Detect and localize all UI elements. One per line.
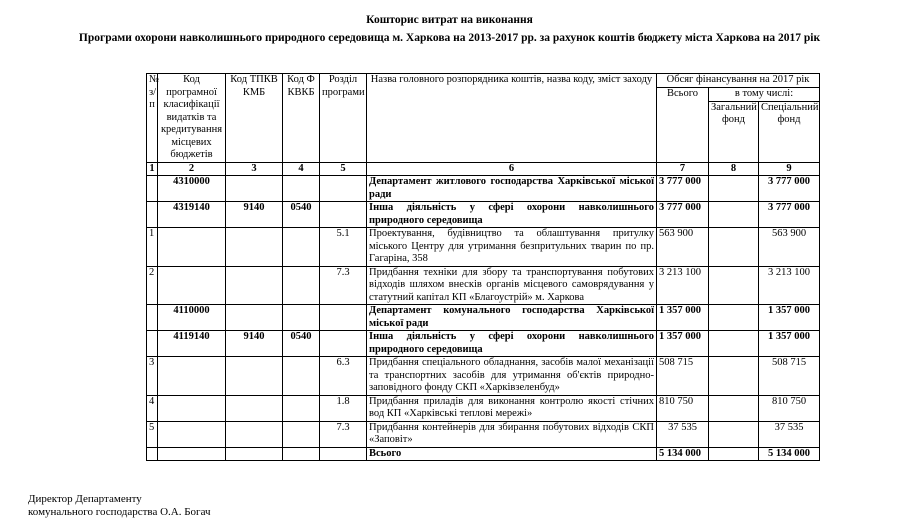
- signature-line-1: Директор Департаменту: [28, 493, 142, 505]
- cell-special: 508 715: [759, 357, 820, 396]
- cell-name: Інша діяльність у сфері охорони навколишнього природного середовища: [367, 202, 657, 228]
- cell-fkvkb: [283, 395, 320, 421]
- cell-section: 7.3: [320, 266, 367, 305]
- col-header-funding: Обсяг фінансування на 2017 рік: [657, 74, 820, 88]
- col-header-name: Назва головного розпорядника коштів, назва коду, зміст заходу: [367, 74, 657, 163]
- table-row: [147, 305, 820, 331]
- cell-fkvkb: [283, 447, 320, 461]
- cell-fkvkb: [283, 357, 320, 396]
- cell-section: [320, 202, 367, 228]
- table-row: [147, 176, 820, 202]
- cell-name: Придбання приладів для виконання контролю якості стічних вод КП «Харківські теплові мережі»: [367, 395, 657, 421]
- signature-block: [28, 493, 211, 519]
- cell-name: Придбання контейнерів для збирання побутових відходів СКП «Заповіт»: [367, 421, 657, 447]
- cell-name: Департамент комунального господарства Харківської міської ради: [367, 305, 657, 331]
- table-row: [147, 202, 820, 228]
- cell-total: 1 357 000: [657, 305, 709, 331]
- table-row: [147, 357, 820, 396]
- cell-total: 3 777 000: [657, 202, 709, 228]
- cell-special: 563 900: [759, 228, 820, 267]
- col-header-general-fund: Загальний фонд: [709, 101, 759, 162]
- table-row: [147, 266, 820, 305]
- page-title: Кошторис витрат на виконання: [366, 14, 533, 26]
- cell-general: [709, 176, 759, 202]
- cell-tpkvkmb: [226, 228, 283, 267]
- table-row: [147, 421, 820, 447]
- col-header-special-fund: Спеціальний фонд: [759, 101, 820, 162]
- cell-general: [709, 421, 759, 447]
- table-row: [147, 228, 820, 267]
- budget-table: [146, 73, 820, 461]
- col-header-including: в тому числі:: [709, 87, 820, 101]
- cell-special: 1 357 000: [759, 305, 820, 331]
- cell-name: Всього: [367, 447, 657, 461]
- cell-general: [709, 266, 759, 305]
- cell-section: 5.1: [320, 228, 367, 267]
- cell-general: [709, 331, 759, 357]
- col-header-fkvkb: Код ФКВКБ: [283, 74, 320, 163]
- cell-total: 508 715: [657, 357, 709, 396]
- cell-general: [709, 357, 759, 396]
- col-number: 6: [367, 162, 657, 176]
- cell-general: [709, 447, 759, 461]
- cell-total: 810 750: [657, 395, 709, 421]
- cell-num: [147, 331, 158, 357]
- col-header-section: Розділ програми: [320, 74, 367, 163]
- cell-num: 2: [147, 266, 158, 305]
- table-row: [147, 331, 820, 357]
- cell-section: [320, 447, 367, 461]
- cell-num: [147, 202, 158, 228]
- cell-name: Проектування, будівництво та облаштування притулку міського Центру для утримання безпритульних тварин по пр. Гагаріна, 358: [367, 228, 657, 267]
- cell-code: 4319140: [158, 202, 226, 228]
- col-number: 5: [320, 162, 367, 176]
- cell-section: [320, 331, 367, 357]
- cell-code: 4110000: [158, 305, 226, 331]
- cell-section: [320, 176, 367, 202]
- col-number: 1: [147, 162, 158, 176]
- cell-special: 3 777 000: [759, 176, 820, 202]
- cell-num: [147, 305, 158, 331]
- cell-general: [709, 228, 759, 267]
- col-number: 2: [158, 162, 226, 176]
- cell-num: 3: [147, 357, 158, 396]
- cell-total: 3 213 100: [657, 266, 709, 305]
- cell-code: [158, 228, 226, 267]
- signature-line-2: комунального господарства О.А. Богач: [28, 506, 211, 518]
- cell-num: 5: [147, 421, 158, 447]
- cell-general: [709, 202, 759, 228]
- cell-special: 37 535: [759, 421, 820, 447]
- cell-special: 1 357 000: [759, 331, 820, 357]
- col-number: 8: [709, 162, 759, 176]
- cell-code: 4310000: [158, 176, 226, 202]
- cell-num: [147, 447, 158, 461]
- cell-tpkvkmb: 9140: [226, 331, 283, 357]
- cell-special: 3 213 100: [759, 266, 820, 305]
- cell-tpkvkmb: [226, 357, 283, 396]
- cell-tpkvkmb: [226, 447, 283, 461]
- cell-fkvkb: [283, 266, 320, 305]
- cell-code: 4119140: [158, 331, 226, 357]
- col-header-code-program: Код програмної класифікації видатків та кредитування місцевих бюджетів: [158, 74, 226, 163]
- cell-tpkvkmb: 9140: [226, 202, 283, 228]
- cell-name: Департамент житлового господарства Харківської міської ради: [367, 176, 657, 202]
- cell-total: 1 357 000: [657, 331, 709, 357]
- col-header-num: № з/п: [147, 74, 158, 163]
- cell-section: 1.8: [320, 395, 367, 421]
- col-header-total: Всього: [657, 87, 709, 162]
- cell-special: 3 777 000: [759, 202, 820, 228]
- cell-fkvkb: [283, 176, 320, 202]
- cell-fkvkb: 0540: [283, 202, 320, 228]
- cell-total: 3 777 000: [657, 176, 709, 202]
- cell-num: [147, 176, 158, 202]
- table-row: [147, 395, 820, 421]
- cell-fkvkb: 0540: [283, 331, 320, 357]
- cell-total: 563 900: [657, 228, 709, 267]
- cell-num: 4: [147, 395, 158, 421]
- cell-section: [320, 305, 367, 331]
- cell-special: 5 134 000: [759, 447, 820, 461]
- col-header-tpkvkmb: Код ТПКВКМБ: [226, 74, 283, 163]
- cell-name: Придбання техніки для збору та транспортування побутових відходів шляхом внесків органів місцевого самоврядування у статутний капітал КП «Благоустрій» м. Харкова: [367, 266, 657, 305]
- cell-name: Придбання спеціального обладнання, засобів малої механізації та транспортних засобів для утримання об'єктів природно-заповідного фонду СКП «Харківзеленбуд»: [367, 357, 657, 396]
- cell-code: [158, 357, 226, 396]
- cell-tpkvkmb: [226, 176, 283, 202]
- page-subtitle: Програми охорони навколишнього природного середовища м. Харкова на 2013-2017 рр. за рахунок коштів бюджету міста Харкова на 2017 рік: [78, 32, 821, 44]
- cell-code: [158, 447, 226, 461]
- cell-num: 1: [147, 228, 158, 267]
- cell-code: [158, 395, 226, 421]
- col-number: 7: [657, 162, 709, 176]
- col-number: 3: [226, 162, 283, 176]
- col-number: 9: [759, 162, 820, 176]
- cell-section: 7.3: [320, 421, 367, 447]
- cell-name: Інша діяльність у сфері охорони навколишнього природного середовища: [367, 331, 657, 357]
- cell-tpkvkmb: [226, 421, 283, 447]
- cell-code: [158, 421, 226, 447]
- cell-tpkvkmb: [226, 395, 283, 421]
- cell-general: [709, 305, 759, 331]
- cell-tpkvkmb: [226, 266, 283, 305]
- cell-total: 5 134 000: [657, 447, 709, 461]
- cell-general: [709, 395, 759, 421]
- table-row-total: [147, 447, 820, 461]
- cell-total: 37 535: [657, 421, 709, 447]
- cell-code: [158, 266, 226, 305]
- col-number: 4: [283, 162, 320, 176]
- cell-section: 6.3: [320, 357, 367, 396]
- cell-special: 810 750: [759, 395, 820, 421]
- cell-fkvkb: [283, 228, 320, 267]
- cell-tpkvkmb: [226, 305, 283, 331]
- cell-fkvkb: [283, 305, 320, 331]
- cell-fkvkb: [283, 421, 320, 447]
